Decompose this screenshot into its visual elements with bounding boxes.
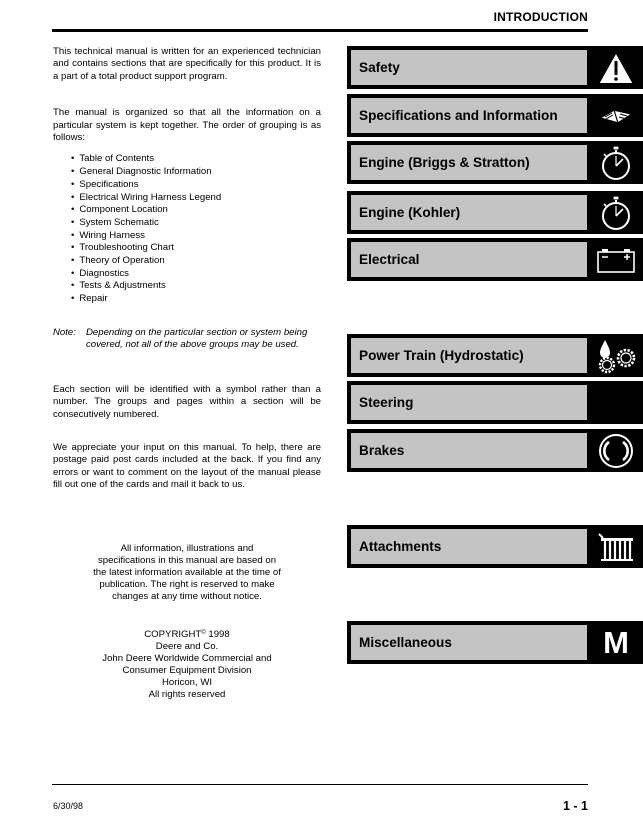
section-tab-steering[interactable] xyxy=(347,381,643,424)
stopwatch-icon xyxy=(589,191,643,234)
section-tab-label: Specifications and Information xyxy=(351,98,587,133)
footer-rule xyxy=(52,784,588,785)
list-item: • Tests & Adjustments xyxy=(71,280,321,293)
list-item: • General Diagnostic Information xyxy=(71,166,321,179)
note-text: Depending on the particular section or system being covered, not all of the above groups may be used. xyxy=(86,326,308,351)
copyright-symbol: © xyxy=(201,629,206,636)
mower-deck-icon xyxy=(589,525,643,568)
section-tab-engine-briggs[interactable] xyxy=(347,141,643,184)
section-tab-label: Engine (Briggs & Stratton) xyxy=(351,145,587,180)
list-item: • System Schematic xyxy=(71,217,321,230)
open-book-icon xyxy=(589,94,643,137)
page-number: 1 - 1 xyxy=(562,799,588,813)
section-tab-label: Attachments xyxy=(351,529,587,564)
list-item: • Troubleshooting Chart xyxy=(71,242,321,255)
disclaimer-line: All information, illustrations and xyxy=(120,542,254,554)
copyright-line: Consumer Equipment Division xyxy=(122,664,252,676)
list-item: • Table of Contents xyxy=(71,153,321,166)
section-tab-engine-kohler[interactable] xyxy=(347,191,643,234)
copyright-line: Deere and Co. xyxy=(155,640,219,652)
copyright-block xyxy=(53,629,321,701)
section-tab-attachments[interactable] xyxy=(347,525,643,568)
intro-paragraph-3: Each section will be identified with a symbol rather than a number. The groups and pages within a section will be consecutively numbered. xyxy=(53,383,321,420)
disclaimer-line: changes at any time without notice. xyxy=(112,590,262,602)
list-item: • Component Location xyxy=(71,204,321,217)
warning-triangle-icon xyxy=(589,46,643,89)
section-tab-label: Brakes xyxy=(351,433,587,468)
section-tab-label: Steering xyxy=(351,385,587,420)
intro-paragraph-1: This technical manual is written for an experienced technician and contains sections that are specifically for this product. It is a part of a total product support program. xyxy=(53,46,321,82)
disclaimer-line: specifications in this manual are based on xyxy=(97,554,277,566)
disclaimer xyxy=(53,543,321,603)
list-item: • Repair xyxy=(71,293,321,306)
section-tab-label: Power Train (Hydrostatic) xyxy=(351,338,587,373)
list-item: • Electrical Wiring Harness Legend xyxy=(71,192,321,205)
battery-icon xyxy=(589,238,643,281)
header-title: INTRODUCTION xyxy=(493,10,588,24)
note-label: Note: xyxy=(53,326,76,338)
section-tab-electrical[interactable] xyxy=(347,238,643,281)
brake-drum-icon xyxy=(589,429,643,472)
section-tab-label: Safety xyxy=(351,50,587,85)
note xyxy=(53,327,321,352)
section-tab-brakes[interactable] xyxy=(347,429,643,472)
section-tab-label: Engine (Kohler) xyxy=(351,195,587,230)
steering-icon xyxy=(589,381,643,424)
section-tab-label: Miscellaneous xyxy=(351,625,587,660)
stopwatch-icon xyxy=(589,141,643,184)
copyright-line: John Deere Worldwide Commercial and xyxy=(102,652,272,664)
intro-paragraph-4: We appreciate your input on this manual. To help, there are postage paid post cards included at the back. If you find any errors or want to comment on the layout of the manual please fill out one of the cards and mail it back to us. xyxy=(53,441,321,491)
list-item: • Diagnostics xyxy=(71,268,321,281)
gears-drop-icon xyxy=(589,334,643,377)
section-tab-power-train[interactable] xyxy=(347,334,643,377)
section-tab-label: Electrical xyxy=(351,242,587,277)
section-tab-miscellaneous[interactable] xyxy=(347,621,643,664)
list-item: • Theory of Operation xyxy=(71,255,321,268)
list-item: • Wiring Harness xyxy=(71,230,321,243)
header-rule xyxy=(52,29,588,32)
copyright-line: All rights reserved xyxy=(148,688,226,700)
group-list xyxy=(53,153,321,305)
disclaimer-line: the latest information available at the time of xyxy=(93,566,281,578)
section-tab-specifications[interactable] xyxy=(347,94,643,137)
footer-date: 6/30/98 xyxy=(53,801,84,811)
intro-column xyxy=(53,46,321,701)
copyright-line xyxy=(53,629,321,641)
copyright-word: COPYRIGHT xyxy=(144,628,202,640)
letter-m-icon: M xyxy=(603,625,629,660)
list-item: • Specifications xyxy=(71,179,321,192)
copyright-year: 1998 xyxy=(205,628,230,640)
copyright-line: Horicon, WI xyxy=(161,676,213,688)
intro-paragraph-2: The manual is organized so that all the information on a particular system is kept together. The order of grouping is as follows: xyxy=(53,107,321,144)
section-tab-safety[interactable] xyxy=(347,46,643,89)
disclaimer-line: publication. The right is reserved to make xyxy=(99,578,275,590)
